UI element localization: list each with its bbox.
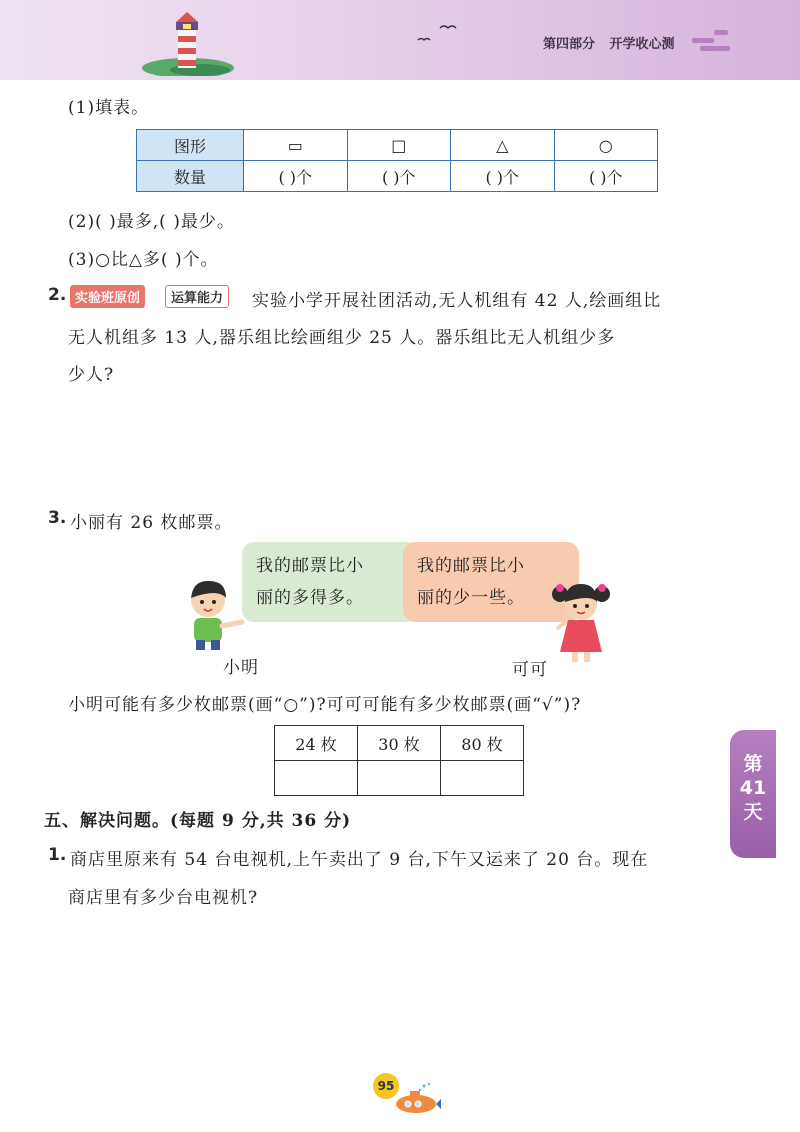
day-side-tab — [730, 730, 776, 858]
q1-sub3: (3)○比△多( )个。 — [68, 250, 219, 270]
side-tab-char: 天 — [743, 801, 763, 823]
shape-circle: ○ — [554, 130, 658, 161]
count-cell[interactable]: ( )个 — [451, 161, 555, 192]
q2-line3: 少人? — [68, 365, 115, 385]
option-label: 30 枚 — [358, 726, 441, 761]
option-label: 80 枚 — [441, 726, 524, 761]
s5-q1-number: 1. — [48, 845, 67, 865]
birds-icon — [410, 20, 460, 50]
answer-cell[interactable] — [441, 761, 524, 796]
tag-original: 实验班原创 — [70, 285, 145, 308]
bubble-line: 丽的多得多。 — [256, 588, 364, 608]
bubble-line: 我的邮票比小 — [256, 556, 364, 576]
q3-number: 3. — [48, 508, 67, 528]
bubble-line: 我的邮票比小 — [417, 556, 525, 576]
answer-cell[interactable] — [275, 761, 358, 796]
q2-line1: 实验小学开展社团活动,无人机组有 42 人,绘画组比 — [252, 291, 662, 311]
s5-q1-line1: 商店里原来有 54 台电视机,上午卖出了 9 台,下午又运来了 20 台。现在 — [70, 850, 649, 870]
option-label: 24 枚 — [275, 726, 358, 761]
name-keke: 可可 — [512, 660, 548, 680]
header-banner — [0, 0, 800, 80]
header-title — [543, 33, 685, 52]
tag-skill: 运算能力 — [165, 285, 229, 308]
name-xiaoming: 小明 — [223, 658, 259, 678]
girl-character-icon — [550, 580, 614, 666]
q1-sub2: (2)( )最多,( )最少。 — [68, 212, 235, 232]
side-tab-char: 第 — [743, 753, 763, 775]
stamp-options-table — [274, 725, 524, 796]
q3-question: 小明可能有多少枚邮票(画“○”)?可可可能有多少枚邮票(画“√”)? — [68, 695, 582, 715]
shape-rectangle: ▭ — [244, 130, 348, 161]
section5-title: 五、解决问题。(每题 9 分,共 36 分) — [44, 811, 352, 831]
answer-cell[interactable] — [358, 761, 441, 796]
header-part: 第四部分 — [543, 37, 596, 52]
header-section: 开学收心测 — [609, 37, 675, 52]
q3-text: 小丽有 26 枚邮票。 — [70, 513, 233, 533]
header-decoration-icon — [690, 28, 734, 54]
side-tab-day: 41 — [739, 777, 767, 799]
bubble-line: 丽的少一些。 — [417, 588, 525, 608]
table-header-count: 数量 — [137, 161, 244, 192]
page-number: 95 — [373, 1073, 399, 1099]
s5-q1-line2: 商店里有多少台电视机? — [68, 888, 259, 908]
count-cell[interactable]: ( )个 — [347, 161, 451, 192]
count-cell[interactable]: ( )个 — [554, 161, 658, 192]
lighthouse-icon — [140, 10, 240, 76]
shape-count-table — [136, 129, 658, 192]
q2-number: 2. — [48, 285, 67, 305]
table-header-shape: 图形 — [137, 130, 244, 161]
shape-square: □ — [347, 130, 451, 161]
shape-triangle: △ — [451, 130, 555, 161]
q2-line2: 无人机组多 13 人,器乐组比绘画组少 25 人。器乐组比无人机组少多 — [68, 328, 616, 348]
count-cell[interactable]: ( )个 — [244, 161, 348, 192]
boy-character-icon — [180, 578, 246, 652]
q1-sub1-label: (1)填表。 — [68, 98, 150, 118]
submarine-icon — [392, 1082, 442, 1116]
speech-bubble-xiaoming — [242, 542, 418, 622]
